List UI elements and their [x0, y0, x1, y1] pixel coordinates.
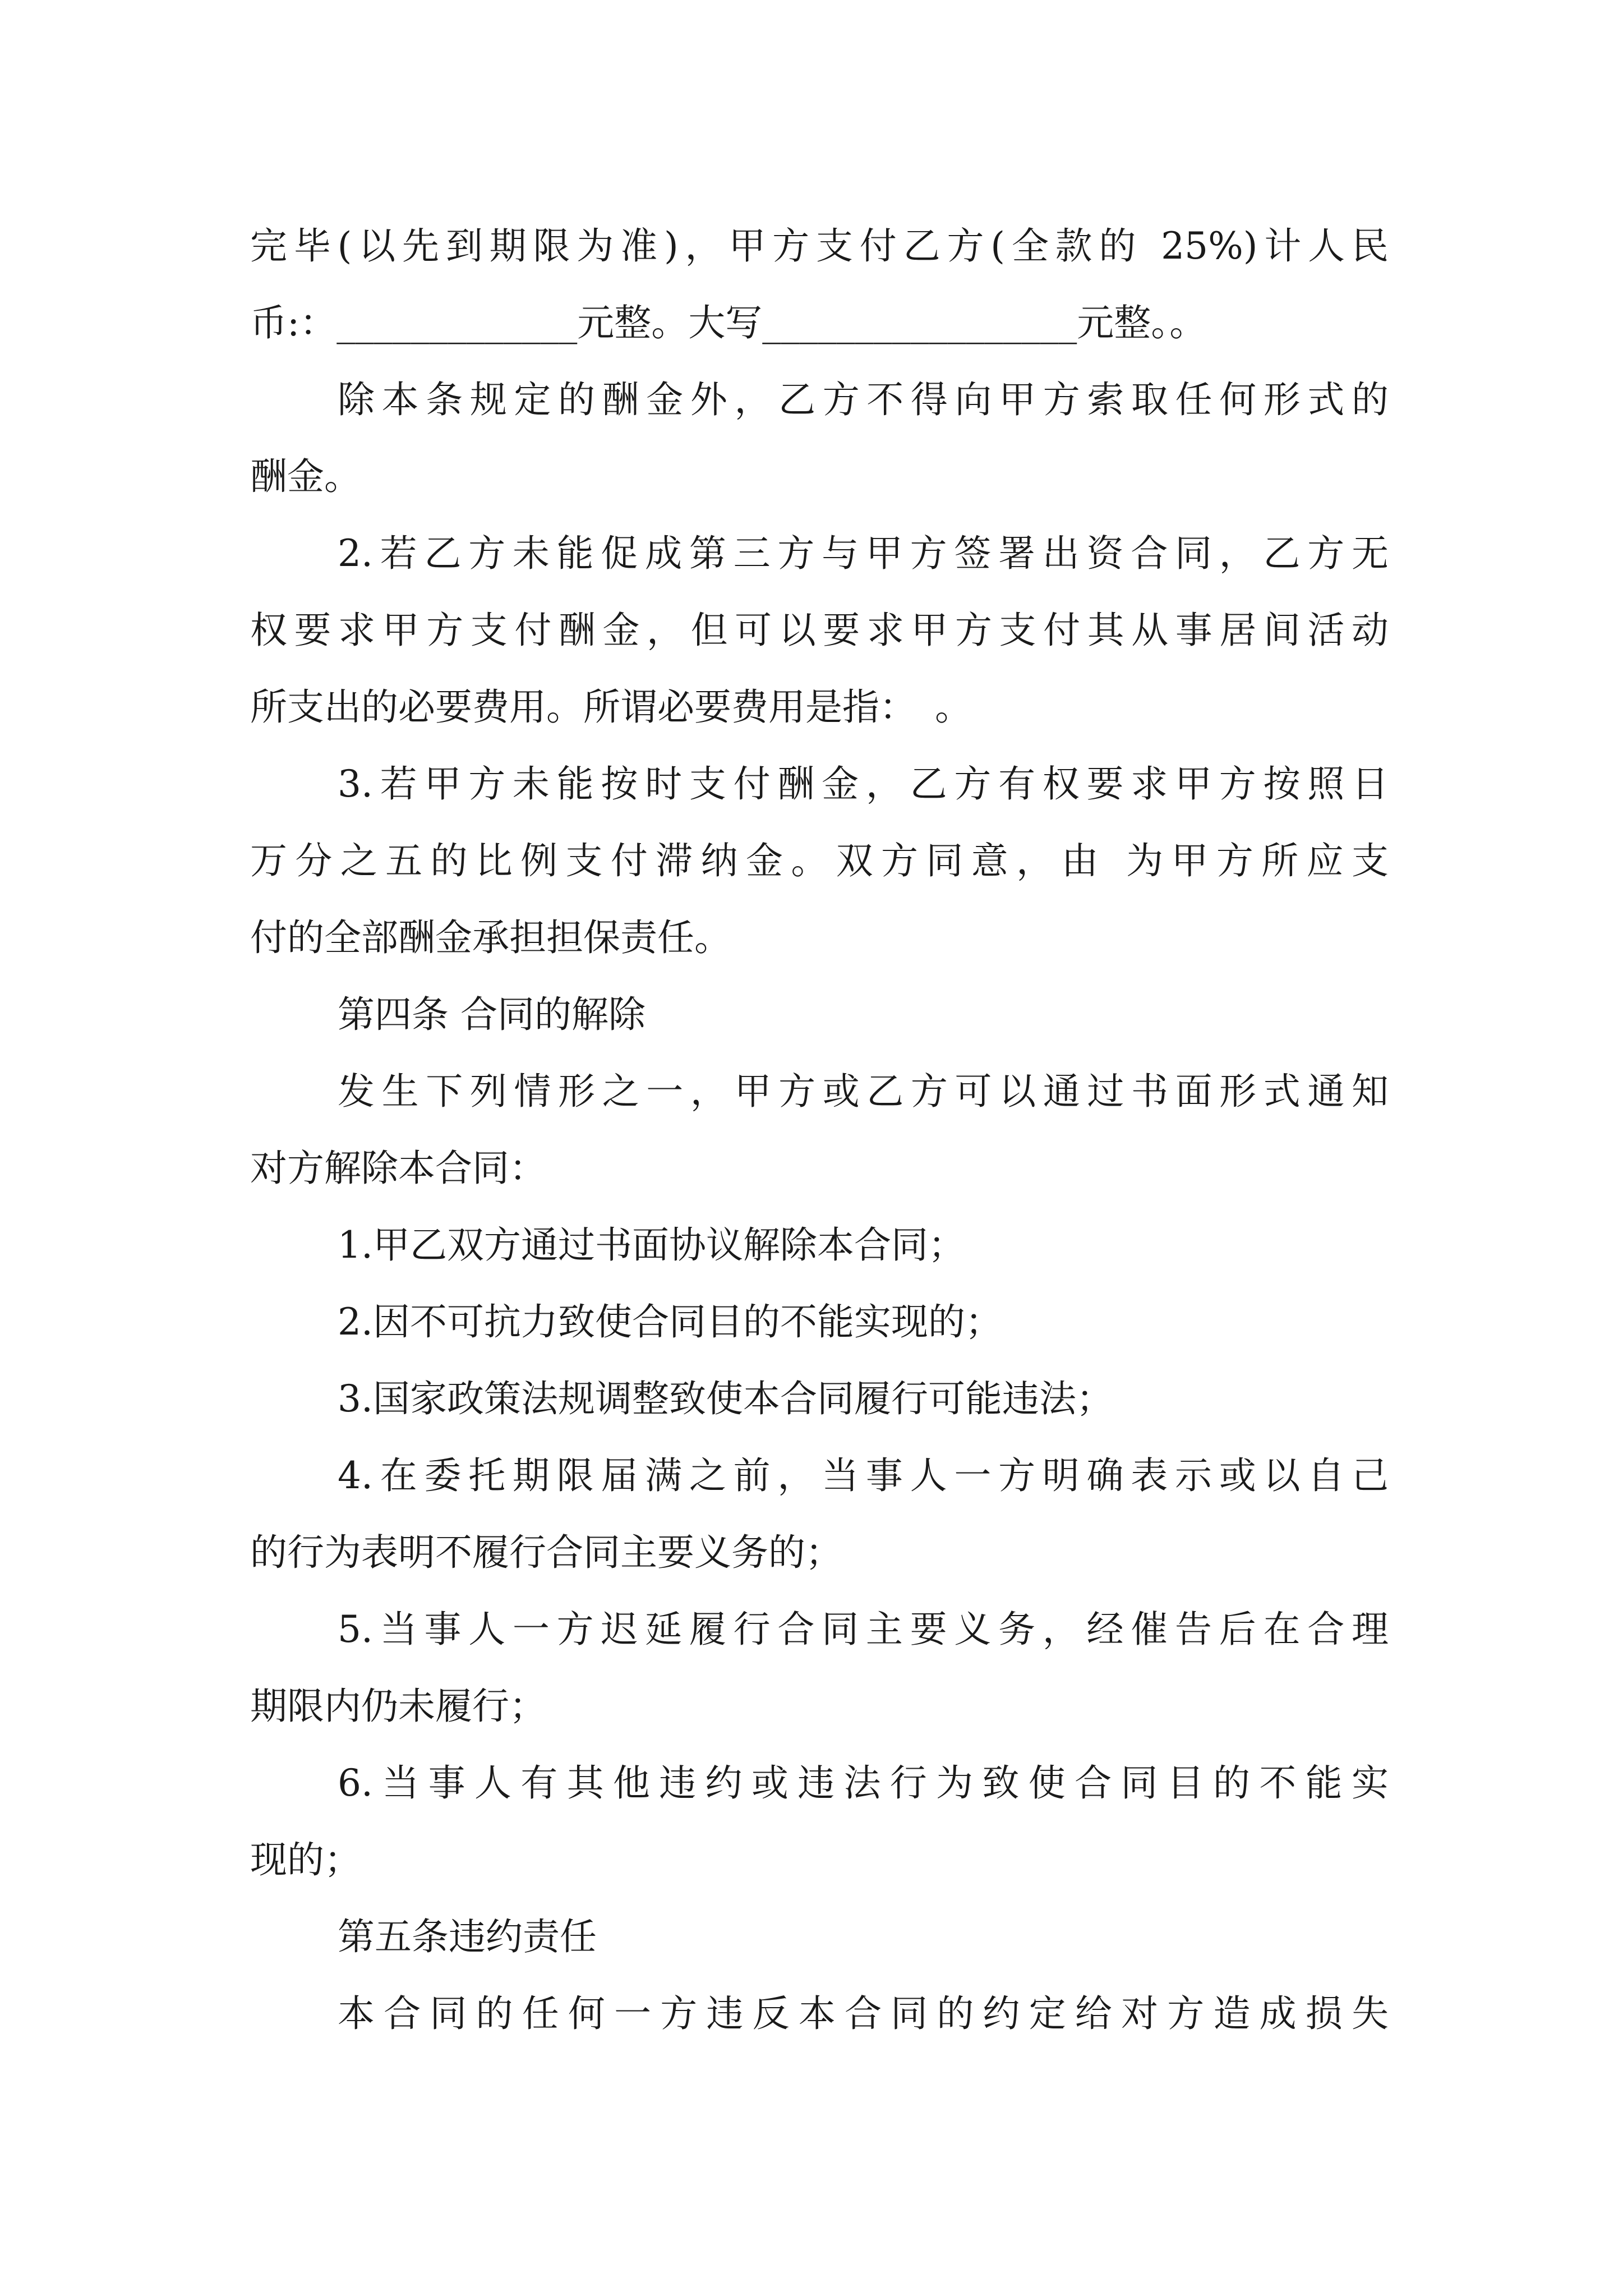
- text-line: 4.在委托期限届满之前，当事人一方明确表示或以自己: [338, 1454, 1389, 1497]
- text-line: 完毕(以先到期限为准)，甲方支付乙方(全款的 25%)计人民: [250, 224, 1389, 268]
- text-line: 除本条规定的酬金外，乙方不得向甲方索取任何形式的: [338, 378, 1389, 421]
- text-line: 6.当事人有其他违约或违法行为致使合同目的不能实: [338, 1761, 1389, 1805]
- text-line: 第五条违约责任: [338, 1915, 597, 1958]
- text-line: 酬金。: [250, 455, 361, 498]
- text-line: 本合同的任何一方违反本合同的约定给对方造成损失: [338, 1992, 1389, 2035]
- text-line: 付的全部酬金承担担保责任。: [250, 916, 731, 959]
- text-line: 现的；: [250, 1838, 361, 1881]
- text-line: 对方解除本合同：: [250, 1147, 546, 1190]
- text-line: 2.若乙方未能促成第三方与甲方签署出资合同，乙方无: [338, 532, 1389, 575]
- text-line: 权要求甲方支付酬金，但可以要求甲方支付其从事居间活动: [250, 609, 1389, 652]
- text-line: 期限内仍未履行；: [250, 1685, 546, 1728]
- text-line: 3.若甲方未能按时支付酬金，乙方有权要求甲方按照日: [338, 762, 1389, 806]
- text-line: 万分之五的比例支付滞纳金。双方同意，由 为甲方所应支: [250, 839, 1389, 882]
- text-line: 1.甲乙双方通过书面协议解除本合同；: [338, 1223, 965, 1267]
- text-line: 的行为表明不履行合同主要义务的；: [250, 1531, 842, 1574]
- text-line: 币:：_____________元整。大写_________________元整。。: [250, 301, 1207, 344]
- contract-text: [250, 208, 1389, 2052]
- text-line: 第四条 合同的解除: [338, 993, 645, 1036]
- text-line: 发生下列情形之一，甲方或乙方可以通过书面形式通知: [338, 1070, 1389, 1113]
- text-line: 5.当事人一方迟延履行合同主要义务，经催告后在合理: [338, 1608, 1389, 1651]
- text-line: 所支出的必要费用。所谓必要费用是指： 。: [250, 685, 972, 729]
- text-line: 3.国家政策法规调整致使本合同履行可能违法；: [338, 1377, 1113, 1420]
- text-line: 2.因不可抗力致使合同目的不能实现的；: [338, 1300, 1002, 1343]
